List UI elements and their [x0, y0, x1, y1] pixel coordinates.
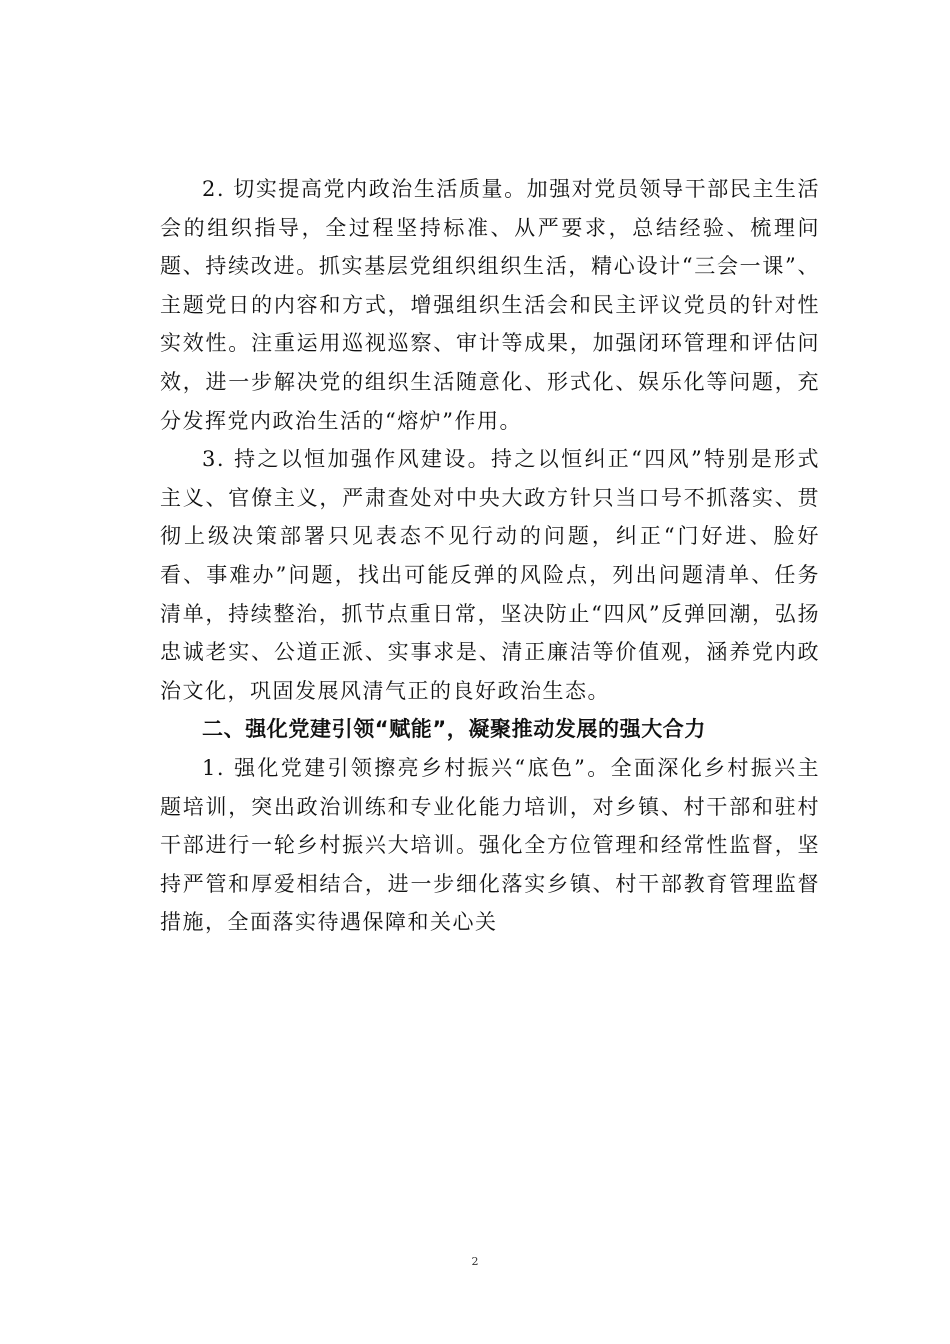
document-body — [160, 170, 820, 942]
paragraph-rural-revitalization: 1. 强化党建引领擦亮乡村振兴“底色”。全面深化乡村振兴主题培训，突出政治训练和专业化能力培训，对乡镇、村干部和驻村干部进行一轮乡村振兴大培训。强化全方位管理和经常性监督，坚持严管和厚爱相结合，进一步细化落实乡镇、村干部教育管理监督措施，全面落实待遇保障和关心关 — [160, 755, 820, 935]
paragraph-party-political-life: 2. 切实提高党内政治生活质量。加强对党员领导干部民主生活会的组织指导，全过程坚持标准、从严要求，总结经验、梳理问题、持续改进。抓实基层党组织组织生活，精心设计“三会一课”、主题党日的内容和方式，增强组织生活会和民主评议党员的针对性实效性。注重运用巡视巡察、审计等成果，加强闭环管理和评估问效，进一步解决党的组织生活随意化、形式化、娱乐化等问题，充分发挥党内政治生活的“熔炉”作用。 — [160, 177, 820, 433]
page-number: 2 — [471, 1255, 479, 1268]
paragraph-work-style: 3. 持之以恒加强作风建设。持之以恒纠正“四风”特别是形式主义、官僚主义，严肃查处对中央大政方针只当口号不抓落实、贯彻上级决策部署只见表态不见行动的问题，纠正“门好进、脸好看、事难办”问题，找出可能反弹的风险点，列出问题清单、任务清单，持续整治，抓节点重日常，坚决防止“四风”反弹回潮，弘扬忠诚老实、公道正派、实事求是、清正廉洁等价值观，涵养党内政治文化，巩固发展风清气正的良好政治生态。 — [160, 447, 820, 703]
section-heading: 二、强化党建引领“赋能”，凝聚推动发展的强大合力 — [202, 717, 707, 742]
